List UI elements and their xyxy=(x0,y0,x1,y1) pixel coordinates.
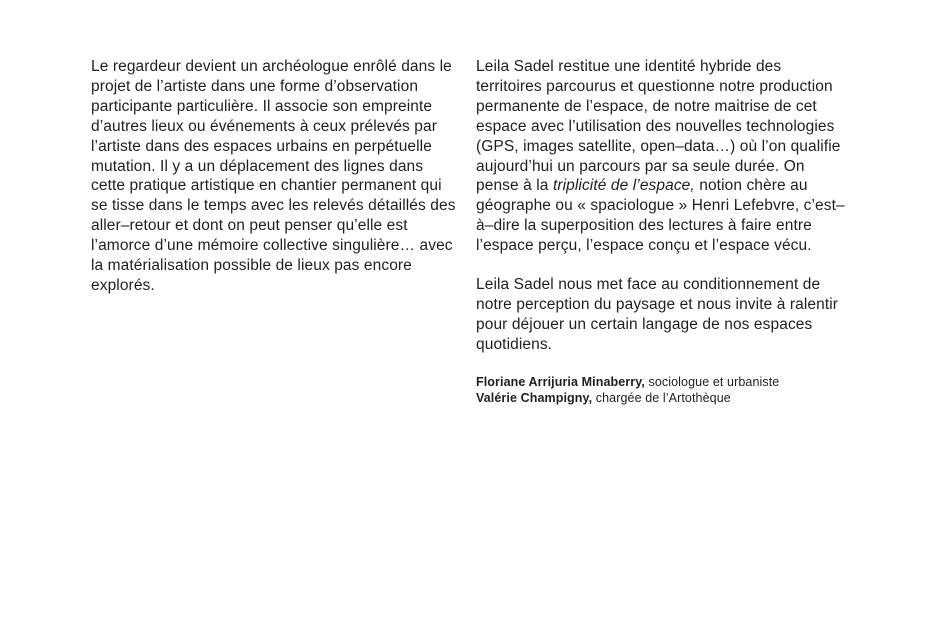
paragraph-identite-hybride xyxy=(476,57,850,256)
paragraph1-text-after-italic: notion chère au géographe ou « spaciologue » Henri Lefebvre, c’est–à–dire la superposition des lectures à faire entre l’espace perçu, l’espace conçu et l’espace vécu. xyxy=(476,177,845,255)
credit-line-1 xyxy=(476,374,850,390)
right-column xyxy=(476,57,850,406)
paragraph1-italic-phrase: triplicité de l’espace, xyxy=(552,177,695,195)
paragraph-le-regardeur: Le regardeur devient un archéologue enrôlé dans le projet de l’artiste dans une forme d’observation participante particulière. Il associe son empreinte d’autres lieux ou événements à ceux prélevés par l’artiste dans des espaces urbains en perpétuelle mutation. Il y a un déplacement des lignes dans cette pratique artistique en chantier permanent qui se tisse dans le temps avec les relevés détaillés des aller–retour et dont on peut penser qu’elle est l’amorce d’une mémoire collective singulière… avec la matérialisation possible de lieux pas encore explorés. xyxy=(91,58,456,294)
credits-block xyxy=(476,374,850,406)
credit-name-1: Floriane Arrijuria Minaberry, xyxy=(476,374,645,389)
credit-role-1: sociologue et urbaniste xyxy=(644,374,780,389)
paragraph-conditionnement: Leila Sadel nous met face au conditionnement de notre perception du paysage et nous invite à ralentir pour déjouer un certain langage de nos espaces quotidiens. xyxy=(476,276,839,353)
credit-role-2: chargée de l’Artothèque xyxy=(592,390,731,405)
paragraph1-text-before-italic: Leila Sadel restitue une identité hybride des territoires parcourus et questionne notre production permanente de l’espace, de notre maitrise de cet espace avec l’utilisation des nouvelles technologies (GPS, images satellite, open–data…) où l’on qualifie aujourd’hui un parcours par sa seule durée. On pense à la xyxy=(476,58,841,195)
credit-name-2: Valérie Champigny, xyxy=(476,390,593,405)
credit-line-2 xyxy=(476,390,850,406)
left-column xyxy=(91,57,459,315)
